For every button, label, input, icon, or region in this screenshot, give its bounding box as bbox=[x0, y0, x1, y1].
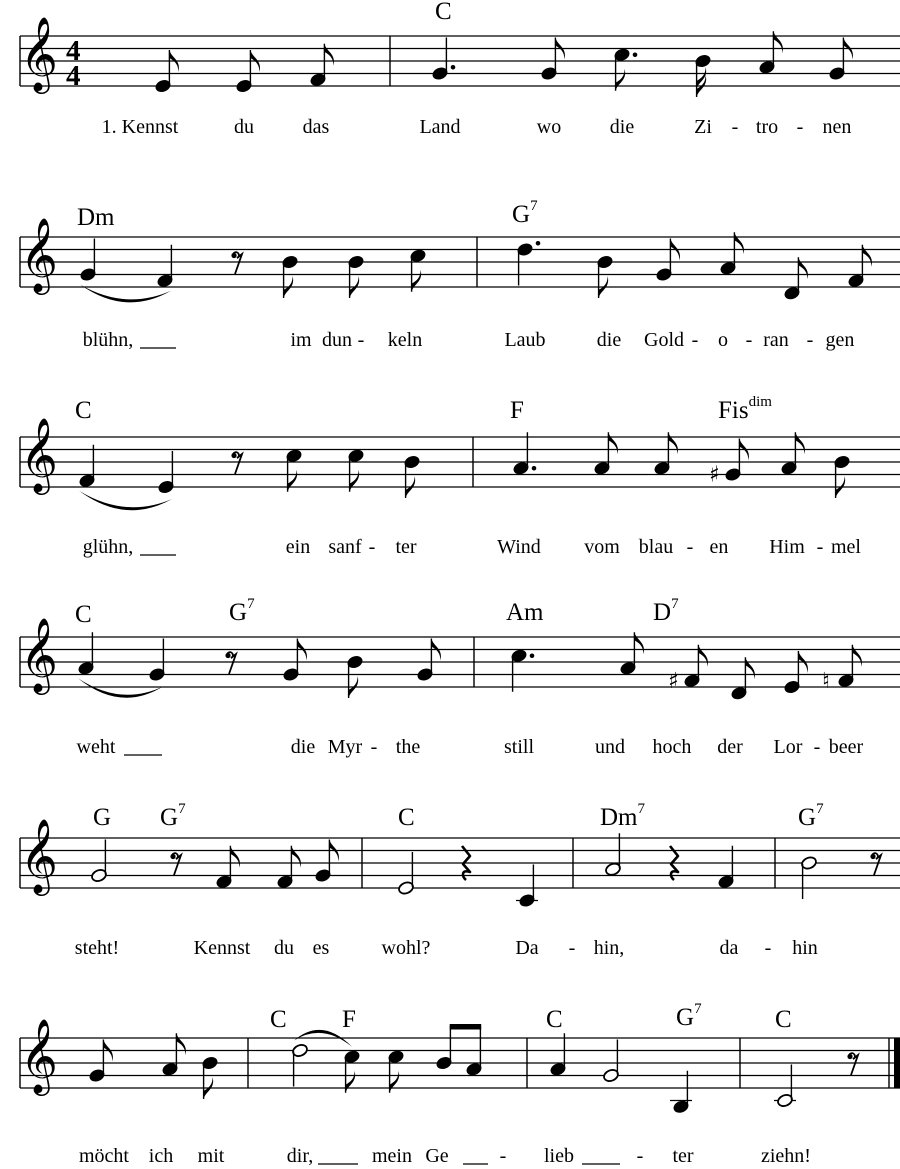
rest-dot bbox=[870, 854, 875, 859]
note bbox=[774, 1065, 796, 1109]
lyric-syllable: - bbox=[357, 329, 365, 351]
lyric-syllable: hin, bbox=[593, 937, 625, 959]
treble-clef: 𝄞 bbox=[20, 418, 58, 493]
lyric-syllable: Lor bbox=[773, 736, 803, 758]
note bbox=[670, 1071, 692, 1115]
note bbox=[510, 648, 534, 692]
dot bbox=[451, 65, 456, 70]
lyric-syllable: lieb bbox=[544, 1145, 574, 1167]
lyric-syllable: still bbox=[503, 736, 535, 758]
dot bbox=[536, 241, 541, 246]
lyric-syllable: the bbox=[395, 736, 421, 758]
lyric-syllable: steht! bbox=[74, 937, 120, 959]
lyric-syllable: - bbox=[731, 116, 739, 138]
lyric-syllable: Land bbox=[419, 116, 461, 138]
note bbox=[78, 445, 95, 489]
chord-symbol: C bbox=[435, 0, 452, 25]
treble-clef: 𝄞 bbox=[20, 1019, 58, 1094]
note bbox=[694, 53, 711, 97]
slur bbox=[79, 491, 172, 510]
natural-sign: ♮ bbox=[822, 668, 830, 694]
lyric-syllable: weht bbox=[76, 736, 116, 758]
flag bbox=[412, 270, 422, 292]
note bbox=[276, 846, 301, 890]
flag bbox=[745, 657, 755, 679]
chord-symbol: C bbox=[75, 397, 92, 424]
note bbox=[780, 432, 805, 476]
chord-symbol: $G^7$ bbox=[512, 198, 538, 228]
note bbox=[347, 254, 364, 298]
chord-symbol: Dm$^7$ bbox=[600, 801, 645, 831]
note bbox=[154, 50, 179, 94]
note bbox=[156, 245, 173, 289]
lyric-syllable: die bbox=[290, 736, 316, 758]
note bbox=[79, 239, 96, 283]
treble-clef: 𝄞 bbox=[20, 218, 58, 293]
dot bbox=[532, 466, 537, 471]
lyric-syllable: hoch bbox=[652, 736, 692, 758]
lyric-syllable: du bbox=[274, 937, 294, 959]
chord-symbol: $G^7$ bbox=[160, 801, 186, 831]
note bbox=[148, 639, 165, 683]
chord-symbol: C bbox=[398, 804, 415, 831]
slur bbox=[78, 678, 163, 697]
system-4 bbox=[20, 596, 900, 758]
lyric-syllable: ziehn! bbox=[761, 1145, 811, 1167]
lyric-syllable: mel bbox=[831, 536, 861, 558]
time-signature-bottom: 4 bbox=[66, 59, 81, 92]
flag bbox=[350, 470, 360, 492]
note bbox=[540, 38, 565, 82]
note bbox=[285, 448, 302, 492]
chord-symbol: G bbox=[93, 804, 112, 831]
lyric-syllable: wohl? bbox=[381, 937, 431, 959]
lyric-syllable: vom bbox=[584, 536, 620, 558]
chord-symbol: C bbox=[775, 1006, 792, 1033]
lyric-syllable: im bbox=[290, 329, 312, 351]
note bbox=[282, 639, 307, 683]
chord-symbol: C bbox=[270, 1006, 287, 1033]
system-1 bbox=[20, 0, 900, 138]
note bbox=[596, 254, 613, 298]
rest-dot bbox=[231, 453, 236, 458]
note bbox=[403, 454, 420, 498]
note bbox=[549, 1033, 566, 1077]
note bbox=[397, 852, 414, 896]
lyric-syllable: blühn, bbox=[82, 329, 134, 351]
lyric-syllable: nen bbox=[822, 116, 852, 138]
treble-clef: 𝄞 bbox=[20, 618, 58, 693]
note bbox=[157, 451, 174, 495]
lyric-syllable: du bbox=[234, 116, 254, 138]
lyric-syllable: mein bbox=[372, 1145, 412, 1167]
lyric-syllable: - bbox=[636, 1145, 644, 1167]
flag bbox=[230, 846, 240, 868]
lyric-syllable: - bbox=[813, 736, 821, 758]
lyric-syllable: Him bbox=[769, 536, 805, 558]
lyric-syllable: ich bbox=[148, 1145, 174, 1167]
note bbox=[215, 846, 240, 890]
lyric-syllable: - bbox=[764, 937, 772, 959]
flag bbox=[291, 846, 301, 868]
lyric-syllable: Kennst bbox=[193, 937, 251, 959]
flag bbox=[616, 69, 626, 91]
treble-clef: 𝄞 bbox=[20, 17, 58, 92]
flag bbox=[668, 432, 678, 454]
lyric-syllable: hin bbox=[792, 937, 818, 959]
chord-symbol: $D^7$ bbox=[653, 596, 679, 626]
note bbox=[512, 432, 536, 476]
note bbox=[416, 639, 441, 683]
lyric-syllable: möcht bbox=[79, 1145, 129, 1167]
flag bbox=[795, 432, 805, 454]
note bbox=[828, 38, 853, 82]
lyric-syllable: - bbox=[806, 329, 814, 351]
sharp-sign: ♯ bbox=[668, 668, 679, 694]
note bbox=[516, 865, 538, 909]
lyric-syllable: - bbox=[370, 736, 378, 758]
lyric-syllable: ran bbox=[763, 329, 789, 351]
note bbox=[719, 232, 744, 276]
lyric-syllable: Laub bbox=[504, 329, 546, 351]
flag bbox=[734, 232, 744, 254]
note bbox=[88, 1040, 113, 1084]
note bbox=[800, 855, 817, 899]
system-3 bbox=[20, 394, 900, 558]
flag bbox=[852, 645, 862, 667]
flag bbox=[346, 1071, 356, 1093]
lyric-syllable: o bbox=[718, 329, 728, 351]
rest-dot bbox=[231, 253, 236, 258]
note bbox=[730, 657, 755, 701]
rest-dot bbox=[170, 854, 175, 859]
note bbox=[833, 454, 850, 498]
lyric-syllable: dir, bbox=[286, 1145, 314, 1167]
time-signature-top: 4 bbox=[66, 34, 81, 67]
note bbox=[77, 632, 94, 676]
lyric-syllable: - bbox=[686, 536, 694, 558]
lyric-syllable: - bbox=[816, 536, 824, 558]
lyric-syllable: beer bbox=[828, 736, 864, 758]
rest-dot bbox=[225, 653, 230, 658]
note bbox=[235, 50, 260, 94]
lyric-syllable: Da bbox=[515, 937, 539, 959]
lyric-syllable: sanf bbox=[328, 536, 362, 558]
chord-symbol: F bbox=[342, 1006, 356, 1033]
flag bbox=[324, 44, 334, 66]
note bbox=[281, 254, 298, 298]
flag bbox=[288, 470, 298, 492]
note bbox=[409, 248, 426, 292]
final-barline-thick bbox=[894, 1038, 900, 1088]
note bbox=[309, 44, 334, 88]
lyric-syllable: mit bbox=[197, 1145, 225, 1167]
flag bbox=[798, 257, 808, 279]
note bbox=[291, 1043, 308, 1087]
note bbox=[604, 833, 621, 877]
lyric-syllable: das bbox=[302, 116, 330, 138]
lyric-syllable: ein bbox=[285, 536, 311, 558]
flag bbox=[862, 245, 872, 267]
chord-symbol: Fis$^{dim}$ bbox=[718, 394, 772, 424]
lyric-syllable: Wind bbox=[497, 536, 541, 558]
lyric-syllable: dun bbox=[322, 329, 352, 351]
lyric-syllable: die bbox=[596, 329, 622, 351]
note bbox=[783, 651, 808, 695]
system-2 bbox=[20, 198, 900, 351]
lyric-syllable: gen bbox=[825, 329, 855, 351]
note bbox=[314, 840, 339, 884]
note bbox=[602, 1040, 619, 1084]
lyric-syllable: - bbox=[796, 116, 804, 138]
note bbox=[593, 432, 618, 476]
dot bbox=[530, 653, 535, 658]
note bbox=[346, 654, 363, 698]
note bbox=[516, 241, 540, 286]
note bbox=[613, 47, 637, 91]
chord-symbol: C bbox=[546, 1006, 563, 1033]
lyric-syllable: - bbox=[568, 937, 576, 959]
lyric-syllable: Ge bbox=[425, 1145, 449, 1167]
lyric-syllable: Gold bbox=[644, 329, 684, 351]
chord-symbol: Am bbox=[506, 599, 544, 626]
chord-symbol: $G^7$ bbox=[798, 801, 824, 831]
note bbox=[653, 432, 678, 476]
chord-symbol: $G^7$ bbox=[229, 596, 255, 626]
flag bbox=[773, 31, 783, 53]
lyric-syllable: da bbox=[719, 937, 739, 959]
lyric-syllable: Myr bbox=[327, 736, 363, 758]
lyric-syllable: ter bbox=[395, 536, 417, 558]
rest-dot bbox=[847, 1054, 852, 1059]
chord-symbol: C bbox=[75, 601, 92, 628]
lyric-syllable: Zi bbox=[694, 116, 712, 138]
system-5 bbox=[20, 801, 900, 959]
lyric-syllable: en bbox=[709, 536, 729, 558]
lyric-syllable: der bbox=[717, 736, 743, 758]
flag bbox=[698, 645, 708, 667]
flag bbox=[634, 632, 644, 654]
note bbox=[343, 1049, 360, 1093]
note bbox=[783, 257, 808, 301]
beam bbox=[450, 1024, 482, 1030]
sharp-sign: ♯ bbox=[709, 462, 720, 488]
lyric-syllable: 1. Kennst bbox=[101, 116, 179, 138]
lyric-syllable: - bbox=[745, 329, 753, 351]
chord-symbol: Dm bbox=[77, 204, 115, 231]
note bbox=[431, 38, 455, 82]
note bbox=[709, 439, 749, 488]
note bbox=[90, 840, 107, 884]
lyric-syllable: die bbox=[609, 116, 635, 138]
note bbox=[717, 846, 734, 890]
lyric-syllable: blau bbox=[638, 536, 674, 558]
lyric-syllable: glühn, bbox=[82, 536, 134, 558]
lyric-syllable: es bbox=[312, 937, 330, 959]
system-6 bbox=[20, 1001, 900, 1167]
flag bbox=[176, 1033, 186, 1055]
flag bbox=[390, 1071, 400, 1093]
lyric-syllable: tro bbox=[755, 116, 779, 138]
note bbox=[758, 31, 783, 75]
note bbox=[161, 1033, 186, 1077]
dot bbox=[633, 52, 638, 57]
chord-symbol: $G^7$ bbox=[676, 1001, 702, 1031]
note bbox=[847, 245, 872, 289]
lyric-syllable: wo bbox=[536, 116, 562, 138]
note bbox=[347, 448, 364, 492]
lyric-syllable: und bbox=[595, 736, 625, 758]
flag bbox=[608, 432, 618, 454]
lyric-syllable: keln bbox=[387, 329, 423, 351]
note bbox=[387, 1049, 404, 1093]
lyric-syllable: ter bbox=[672, 1145, 694, 1167]
chord-symbol: F bbox=[510, 397, 524, 424]
note bbox=[619, 632, 644, 676]
treble-clef: 𝄞 bbox=[20, 819, 58, 894]
lyric-syllable: - bbox=[691, 329, 699, 351]
note bbox=[655, 239, 680, 283]
note bbox=[201, 1055, 218, 1099]
lyric-syllable: - bbox=[368, 536, 376, 558]
lyric-syllable: - bbox=[499, 1145, 507, 1167]
